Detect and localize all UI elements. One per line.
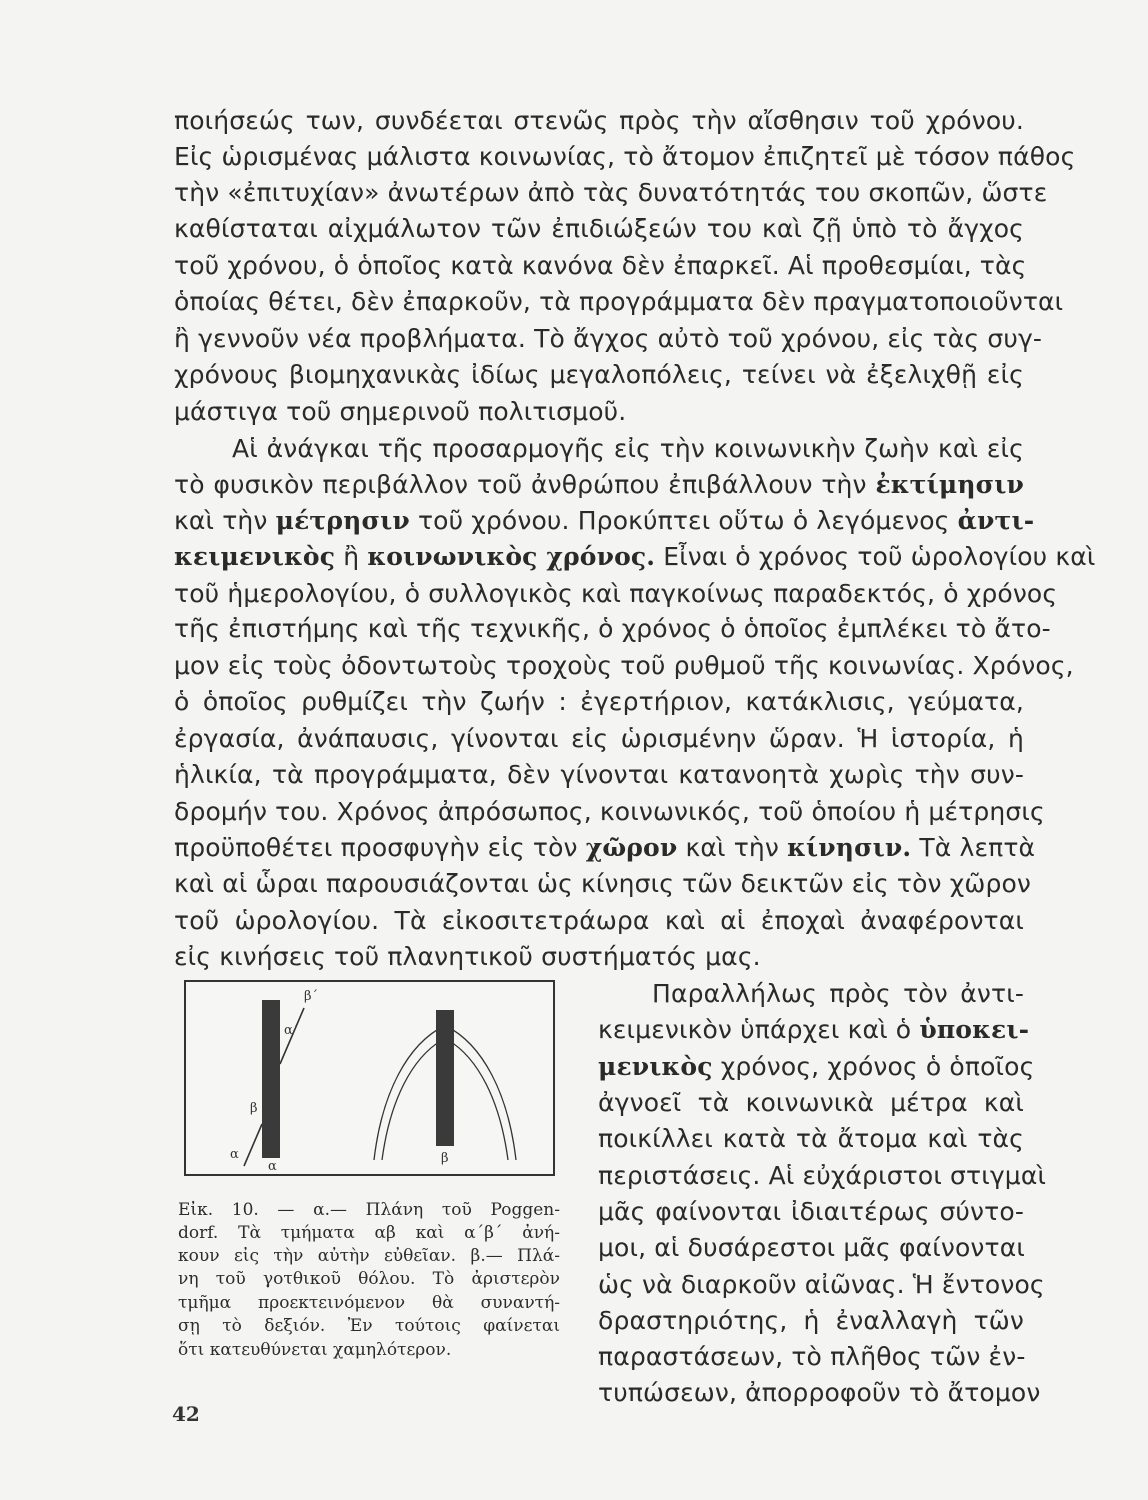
bold-term: κίνησιν. — [787, 833, 912, 862]
poggendorff-bar — [262, 1000, 280, 1158]
text-line — [174, 322, 1043, 356]
text-run: Παραλλήλως πρὸς τὸν ἀντι- — [652, 979, 1024, 1008]
text-line — [598, 1050, 1035, 1084]
text-run: χρόνος, χρόνος ὁ ὁποῖος — [712, 1052, 1035, 1081]
arch-left-inner — [382, 1040, 442, 1160]
text-line — [174, 249, 1027, 283]
caption-line: Εἰκ. 10. — α.— Πλάνη τοῦ Poggen- — [178, 1200, 560, 1220]
text-line — [174, 722, 1024, 756]
text-run: παραστάσεων, τὸ πλῆθος τῶν ἐν- — [598, 1342, 1026, 1371]
text-line — [174, 504, 1035, 538]
text-run: δραστηριότης, ἡ ἐναλλαγὴ τῶν — [598, 1306, 1024, 1335]
text-run: τοῦ ὡρολογίου. Τὰ εἰκοσιτετράωρα καὶ αἱ ἐποχαὶ ἀναφέρονται — [174, 906, 1024, 935]
bold-term: μέτρησιν — [275, 506, 410, 535]
text-run: μοι, αἱ δυσάρεστοι μᾶς φαίνονται — [598, 1233, 1025, 1262]
arch-right-inner — [448, 1040, 508, 1160]
text-run: ποικίλλει κατὰ τὰ ἄτομα καὶ τὰς — [598, 1124, 1024, 1153]
bold-term: ὑποκει- — [919, 1015, 1030, 1044]
text-line — [174, 685, 1024, 719]
label-alpha-left: α — [230, 1147, 239, 1162]
text-run: τυπώσεων, ἀπορροφοῦν τὸ ἄτομον — [598, 1378, 1041, 1407]
caption-line: dorf. Τὰ τμήματα αβ καὶ α΄β΄ ἀνή- — [178, 1223, 560, 1243]
text-run: εἰς κινήσεις τοῦ πλανητικοῦ συστήματός μας. — [174, 942, 761, 971]
text-run: ἢ γεννοῦν νέα προβλήματα. Τὸ ἄγχος αὐτὸ τοῦ χρόνου, εἰς τὰς συγ- — [174, 324, 1043, 353]
text-run: Αἱ ἀνάγκαι τῆς προσαρμογῆς εἰς τὴν κοινωνικὴν ζωὴν καὶ εἰς — [232, 434, 1024, 463]
text-run: χρόνους βιομηχανικὰς ἰδίως μεγαλοπόλεις, τείνει νὰ ἐξελιχθῇ εἰς — [174, 360, 1024, 389]
text-line — [598, 1159, 1047, 1193]
text-line — [174, 540, 1096, 574]
text-line — [174, 468, 1024, 502]
caption-line: νη τοῦ γοτθικοῦ θόλου. Τὸ ἀριστερὸν — [178, 1269, 560, 1289]
text-run: καὶ αἱ ὧραι παρουσιάζονται ὡς κίνησις τῶν δεικτῶν εἰς τὸν χῶρον — [174, 869, 1032, 898]
text-run: ἢ — [335, 542, 368, 571]
figure-drawing — [186, 982, 553, 1174]
text-line — [174, 212, 1024, 246]
text-run: ὡς νὰ διαρκοῦν αἰῶνας. Ἡ ἔντονος — [598, 1270, 1045, 1299]
text-run: καὶ τὴν — [677, 833, 788, 862]
text-run: ὁποίας θέτει, δὲν ἐπαρκοῦν, τὰ προγράμματα δὲν πραγματοποιοῦνται — [174, 287, 1064, 316]
text-run: ὁ ὁποῖος ρυθμίζει τὴν ζωήν : ἐγερτήριον, κατάκλισις, γεύματα, — [174, 687, 1024, 716]
caption-line: ὅτι κατευθύνεται χαμηλότερον. — [178, 1340, 452, 1360]
bold-term: κειμενικὸς — [174, 542, 336, 571]
gothic-arch-bar — [436, 1010, 454, 1146]
text-line — [174, 176, 1048, 210]
text-line — [174, 285, 1064, 319]
text-line — [598, 1013, 1030, 1047]
text-line — [598, 1268, 1045, 1302]
text-line — [232, 432, 1024, 466]
text-run: τοῦ χρόνου. Προκύπτει οὕτω ὁ λεγόμενος — [409, 506, 958, 535]
text-run: ποιήσεώς των, συνδέεται στενῶς πρὸς τὴν αἴσθησιν τοῦ χρόνου. — [174, 106, 1024, 135]
text-run: τῆς ἐπιστήμης καὶ τῆς τεχνικῆς, ὁ χρόνος ὁ ὁποῖος ἐμπλέκει τὸ ἄτο- — [174, 614, 1051, 643]
text-line — [598, 1195, 1024, 1229]
caption-line: κουν εἰς τὴν αὐτὴν εὐθεῖαν. β.— Πλά- — [178, 1246, 560, 1266]
caption-line: σῃ τὸ δεξιόν. Ἐν τούτοις φαίνεται — [178, 1316, 560, 1336]
text-line — [598, 1231, 1024, 1265]
label-alpha-bottom: α — [268, 1159, 277, 1174]
bold-term: κοινωνικὸς χρόνος. — [367, 542, 656, 571]
text-line — [598, 1340, 1024, 1374]
text-line — [174, 940, 1024, 974]
bold-term: μενικὸς — [598, 1052, 713, 1081]
bold-term: χῶρον — [585, 833, 678, 862]
text-run: κειμενικὸν ὑπάρχει καὶ ὁ — [598, 1015, 920, 1044]
text-run: μον εἰς τοὺς ὀδοντωτοὺς τροχοὺς τοῦ ρυθμοῦ τῆς κοινωνίας. Χρόνος, — [174, 651, 1074, 680]
text-line — [174, 649, 1074, 683]
text-run: ἀγνοεῖ τὰ κοινωνικὰ μέτρα καὶ — [598, 1088, 1024, 1117]
text-line — [598, 1304, 1024, 1338]
text-run: περιστάσεις. Αἱ εὐχάριστοι στιγμαὶ — [598, 1161, 1047, 1190]
text-run: μᾶς φαίνονται ἰδιαιτέρως σύντο- — [598, 1197, 1024, 1226]
bold-term: ἐκτίμησιν — [875, 470, 1024, 499]
label-alpha-prime: α΄ — [284, 1023, 300, 1038]
page-number: 42 — [172, 1402, 200, 1426]
text-run: Εἶναι ὁ χρόνος τοῦ ὡρολογίου καὶ — [655, 542, 1096, 571]
text-run: καθίσταται αἰχμάλωτον τῶν ἐπιδιώξεών του καὶ ζῇ ὑπὸ τὸ ἄγχος — [174, 214, 1024, 243]
label-beta: β — [250, 1101, 258, 1116]
text-line — [598, 1086, 1024, 1120]
text-run: Εἰς ὡρισμένας μάλιστα κοινωνίας, τὸ ἄτομον ἐπιζητεῖ μὲ τόσον πάθος — [174, 142, 1076, 171]
text-run: Τὰ λεπτὰ — [911, 833, 1036, 862]
segment-alpha-beta — [244, 1124, 262, 1166]
text-line — [652, 977, 1024, 1011]
text-line — [174, 104, 1024, 138]
text-line — [174, 867, 1032, 901]
caption-line: τμῆμα προεκτεινόμενον θὰ συναντή- — [178, 1293, 560, 1313]
figure-10-illusions — [184, 980, 555, 1176]
text-run: τοῦ χρόνου, ὁ ὁποῖος κατὰ κανόνα δὲν ἐπαρκεῖ. Αἱ προθεσμίαι, τὰς — [174, 251, 1027, 280]
text-run: προϋποθέτει προσφυγὴν εἰς τὸν — [174, 833, 586, 862]
text-run: τὸ φυσικὸν περιβάλλον τοῦ ἀνθρώπου ἐπιβάλλουν τὴν — [174, 470, 876, 499]
label-beta-right: β — [441, 1151, 449, 1166]
text-line — [598, 1376, 1041, 1410]
text-line — [598, 1122, 1024, 1156]
text-run: τὴν «ἐπιτυχίαν» ἀνωτέρων ἀπὸ τὰς δυνατότητάς του σκοπῶν, ὥστε — [174, 178, 1048, 207]
text-run: δρομήν του. Χρόνος ἀπρόσωπος, κοινωνικός, τοῦ ὁποίου ἡ μέτρησις — [174, 797, 1045, 826]
text-line — [174, 395, 1024, 429]
text-line — [174, 358, 1024, 392]
text-line — [174, 140, 1076, 174]
text-line — [174, 795, 1045, 829]
text-line — [174, 612, 1051, 646]
text-line — [174, 577, 1058, 611]
text-run: ἡλικία, τὰ προγράμματα, δὲν γίνονται κατανοητὰ χωρὶς τὴν συν- — [174, 760, 1024, 789]
text-line — [174, 758, 1024, 792]
text-run: ἐργασία, ἀνάπαυσις, γίνονται εἰς ὡρισμένην ὥραν. Ἡ ἱστορία, ἡ — [174, 724, 1024, 753]
label-beta-prime: β΄ — [304, 989, 319, 1004]
text-line — [174, 904, 1024, 938]
text-run: τοῦ ἡμερολογίου, ὁ συλλογικὸς καὶ παγκοίνως παραδεκτός, ὁ χρόνος — [174, 579, 1058, 608]
bold-term: ἀντι- — [957, 506, 1035, 535]
text-line — [174, 831, 1036, 865]
text-run: μάστιγα τοῦ σημερινοῦ πολιτισμοῦ. — [174, 397, 627, 426]
text-run: καὶ τὴν — [174, 506, 276, 535]
